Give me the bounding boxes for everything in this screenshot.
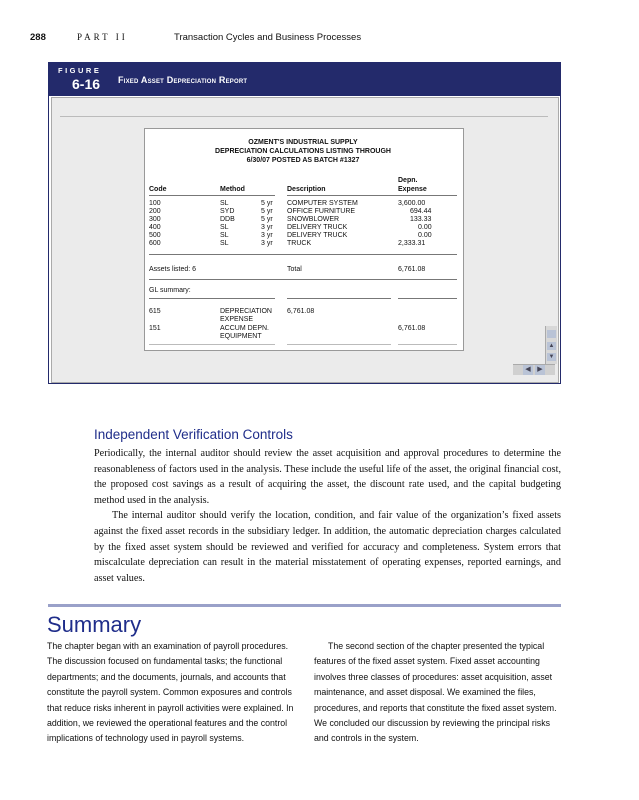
scroll-track-grip[interactable] xyxy=(547,330,556,338)
chapter-title: Transaction Cycles and Business Processes xyxy=(174,32,362,43)
gl-expense: 6,761.08 xyxy=(398,325,426,332)
total-label: Total xyxy=(287,266,302,273)
gl-code: 615 xyxy=(149,308,161,315)
row-description: DELIVERY TRUCK xyxy=(287,232,348,239)
col-header-expense: Expense xyxy=(398,186,427,193)
header-rule xyxy=(287,195,457,196)
scroll-up-arrow-icon[interactable]: ▲ xyxy=(548,343,555,349)
row-life: 3 yr xyxy=(261,232,273,239)
row-code: 300 xyxy=(149,216,161,223)
row-description: TRUCK xyxy=(287,240,312,247)
row-life: 3 yr xyxy=(261,240,273,247)
gl-summary-label: GL summary: xyxy=(149,287,191,294)
scroll-right-arrow-icon[interactable]: ▶ xyxy=(535,365,545,375)
figure-number: 6-16 xyxy=(72,76,101,92)
col-header-description: Description xyxy=(287,186,326,193)
scroll-left-arrow-icon[interactable]: ◀ xyxy=(523,365,533,375)
gl-bottom-rule xyxy=(149,344,275,345)
total-value: 6,761.08 xyxy=(398,266,426,273)
row-method: SL xyxy=(220,240,229,247)
row-description: COMPUTER SYSTEM xyxy=(287,200,358,207)
col-header-method: Method xyxy=(220,186,245,193)
row-life: 5 yr xyxy=(261,208,273,215)
summary-right-column xyxy=(314,639,562,747)
row-method: DDB xyxy=(220,216,235,223)
paragraph: Periodically, the internal auditor should review the asset acquisition and approval procedures to determine the reasonableness of factors used in the analysis. These include the useful life of the asset, the original financial cost, the proposed cost savings as a result of acquiring the asset, the discount rate used, and the capital budgeting method used in the analysis. xyxy=(94,448,561,506)
section-body xyxy=(94,446,561,586)
section-heading: Independent Verification Controls xyxy=(94,427,293,442)
running-header xyxy=(30,32,362,43)
gl-rule xyxy=(398,298,457,299)
vertical-scrollbar[interactable] xyxy=(545,326,557,364)
gl-account-line-2: EQUIPMENT xyxy=(220,333,262,340)
gl-rule xyxy=(149,298,275,299)
col-header-expense-top: Depn. xyxy=(398,177,418,184)
gl-code: 151 xyxy=(149,325,161,332)
paragraph: The chapter began with an examination of payroll procedures. The discussion focused on fundamental tasks; the functional departments; and the documents, journals, and accounts that constitute the payroll system. Common exposures and controls that reduce risks inherent in payroll activities were explained. In addition, we reviewed the operational features and the control implications of technology used in payroll systems. xyxy=(47,641,294,744)
gl-bottom-rule xyxy=(398,344,457,345)
scroll-down-arrow-icon[interactable]: ▼ xyxy=(548,354,555,360)
row-code: 400 xyxy=(149,224,161,231)
row-life: 5 yr xyxy=(261,200,273,207)
row-expense: 3,600.00 xyxy=(398,200,426,207)
horizontal-scrollbar[interactable] xyxy=(513,364,555,375)
figure-caption-bar xyxy=(48,62,561,96)
gl-account-line-1: DEPRECIATION xyxy=(220,308,272,315)
row-method: SL xyxy=(220,200,229,207)
figure-label: FIGURE xyxy=(58,66,102,75)
header-rule xyxy=(149,195,275,196)
col-header-code: Code xyxy=(149,186,167,193)
page-number: 288 xyxy=(30,32,46,43)
paragraph: The internal auditor should verify the location, condition, and fair value of the organization’s fixed assets against the fixed asset records in the subsidiary ledger. In addition, the automatic depreciation charges calculated by the fixed asset system should be reviewed and verified for accuracy and completeness. System errors that miscalculate depreciation can result in the material misstatement of operating expenses, reported earnings, and asset values. xyxy=(94,510,561,584)
row-expense: 0.00 xyxy=(418,232,432,239)
row-code: 200 xyxy=(149,208,161,215)
row-life: 3 yr xyxy=(261,224,273,231)
row-code: 500 xyxy=(149,232,161,239)
report-posted: 6/30/07 POSTED AS BATCH #1327 xyxy=(246,157,360,164)
gl-bottom-rule xyxy=(287,344,391,345)
row-description: SNOWBLOWER xyxy=(287,216,340,223)
report-company: OZMENT'S INDUSTRIAL SUPPLY xyxy=(248,139,358,146)
rows-rule xyxy=(149,254,457,255)
gl-amount: 6,761.08 xyxy=(287,308,315,315)
paragraph: The second section of the chapter presented the typical features of the fixed asset system. Fixed asset accounting involves three classes of procedures: asset acquisition, asset maintenance, and asset disposal. We examined the files, procedures, and reports that constitute the fixed asset system. We concluded our discussion by reviewing the principal risks and controls in the system. xyxy=(314,641,557,744)
gl-account-line-2: EXPENSE xyxy=(220,316,254,323)
summary-rule xyxy=(48,604,561,607)
row-method: SL xyxy=(220,224,229,231)
row-description: OFFICE FURNITURE xyxy=(287,208,356,215)
part-label: PART II xyxy=(77,32,128,42)
row-method: SYD xyxy=(220,208,235,215)
row-expense: 0.00 xyxy=(418,224,432,231)
row-expense: 133.33 xyxy=(410,216,432,223)
row-expense: 2,333.31 xyxy=(398,240,426,247)
gl-account-line-1: ACCUM DEPN. xyxy=(220,325,270,332)
report-subtitle: DEPRECIATION CALCULATIONS LISTING THROUGH xyxy=(215,148,391,155)
assets-listed: Assets listed: 6 xyxy=(149,266,197,273)
summary-heading: Summary xyxy=(47,612,142,637)
row-method: SL xyxy=(220,232,229,239)
row-life: 5 yr xyxy=(261,216,273,223)
total-rule xyxy=(149,279,457,280)
row-code: 100 xyxy=(149,200,161,207)
summary-left-column xyxy=(47,639,303,747)
row-expense: 694.44 xyxy=(410,208,432,215)
row-description: DELIVERY TRUCK xyxy=(287,224,348,231)
figure-title: Fixed Asset Depreciation Report xyxy=(118,75,248,85)
row-code: 600 xyxy=(149,240,161,247)
window-divider xyxy=(60,116,548,117)
gl-rule xyxy=(287,298,391,299)
